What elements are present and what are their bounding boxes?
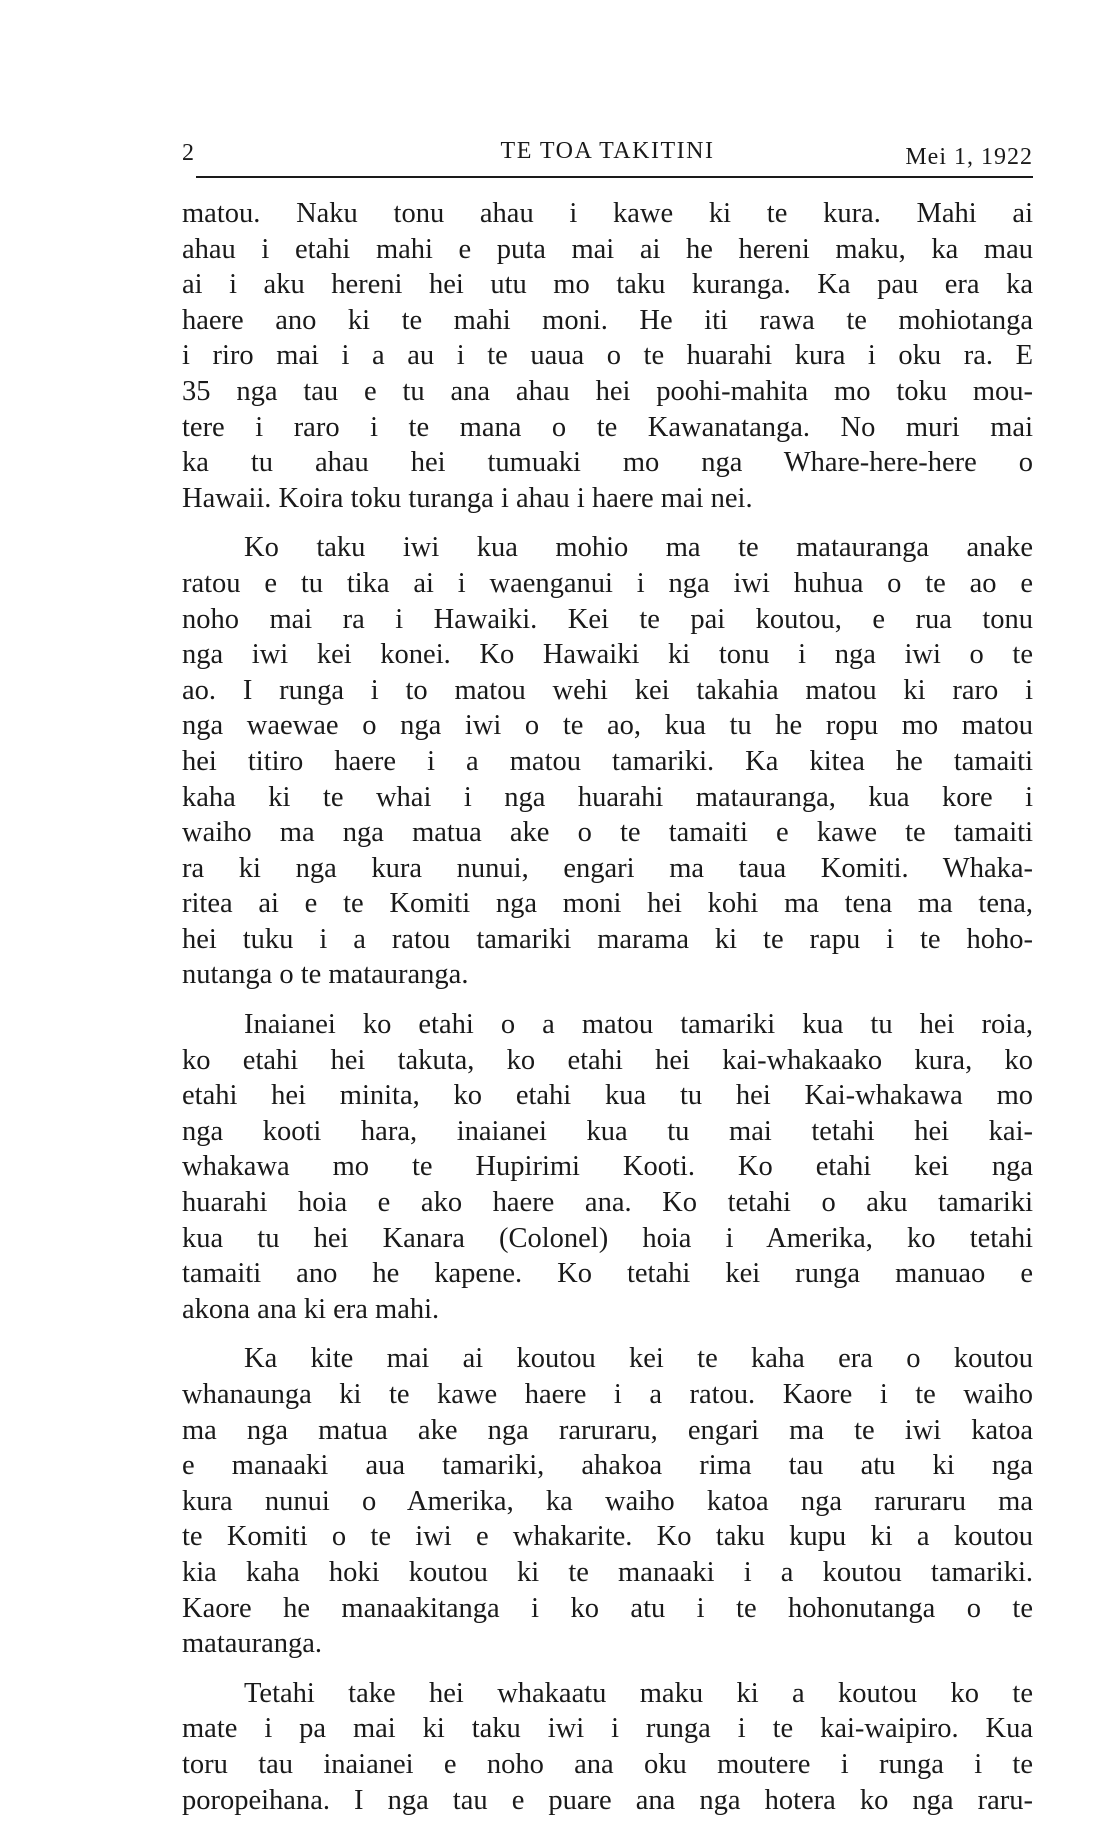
text-line: haere ano ki te mahi moni. He iti rawa te mohiotanga <box>182 304 1033 336</box>
text-line: ma nga matua ake nga raruraru, engari ma te iwi katoa <box>182 1414 1033 1446</box>
paragraph <box>182 1007 1033 1327</box>
text-line: Inaianei ko etahi o a matou tamariki kua tu hei roia, <box>244 1009 1033 1041</box>
text-line: ratou e tu tika ai i waenganui i nga iwi huhua o te ao e <box>182 567 1033 599</box>
paragraph <box>182 1676 1033 1818</box>
publication-title: TE TOA TAKITINI <box>500 138 715 164</box>
text-line: kia kaha hoki koutou ki te manaaki i a koutou tamariki. <box>182 1556 1033 1588</box>
text-line: nutanga o te matauranga. <box>182 959 469 991</box>
text-line: noho mai ra i Hawaiki. Kei te pai koutou, e rua tonu <box>182 603 1033 635</box>
text-line: hei tuku i a ratou tamariki marama ki te rapu i te hoho- <box>182 923 1033 955</box>
text-line: tamaiti ano he kapene. Ko tetahi kei runga manuao e <box>182 1258 1033 1290</box>
text-line: ritea ai e te Komiti nga moni hei kohi ma tena ma tena, <box>182 888 1033 920</box>
text-line: Ko taku iwi kua mohio ma te matauranga anake <box>244 532 1033 564</box>
text-line: matauranga. <box>182 1628 323 1660</box>
text-line: whanaunga ki te kawe haere i a ratou. Kaore i te waiho <box>182 1379 1033 1410</box>
text-line: mate i pa mai ki taku iwi i runga i te kai-waipiro. Kua <box>182 1713 1033 1745</box>
text-line: etahi hei minita, ko etahi kua tu hei Kai-whakawa mo <box>182 1080 1033 1112</box>
text-line: kaha ki te whai i nga huarahi matauranga, kua kore i <box>182 781 1033 813</box>
text-line: poropeihana. I nga tau e puare ana nga hotera ko nga raru- <box>182 1784 1033 1816</box>
text-line: akona ana ki era mahi. <box>182 1293 440 1325</box>
page-header <box>182 138 1033 172</box>
paragraph <box>182 196 1033 516</box>
text-line: ko etahi hei takuta, ko etahi hei kai-whakaako kura, ko <box>182 1044 1033 1076</box>
text-line: kura nunui o Amerika, ka waiho katoa nga raruraru ma <box>182 1485 1033 1517</box>
text-line: nga iwi kei konei. Ko Hawaiki ki tonu i nga iwi o te <box>182 639 1033 671</box>
text-line: i riro mai i a au i te uaua o te huarahi kura i oku ra. E <box>182 340 1033 372</box>
text-line: Tetahi take hei whakaatu maku ki a koutou ko te <box>244 1677 1033 1709</box>
header-rule <box>196 176 1033 178</box>
text-line: Kaore he manaakitanga i ko atu i te hohonutanga o te <box>182 1592 1033 1624</box>
text-line: nga waewae o nga iwi o te ao, kua tu he ropu mo matou <box>182 710 1033 742</box>
article-body <box>182 196 1033 1832</box>
issue-date: Mei 1, 1922 <box>905 144 1033 170</box>
text-line: Ka kite mai ai koutou kei te kaha era o koutou <box>244 1343 1033 1375</box>
text-line: kua tu hei Kanara (Colonel) hoia i Amerika, ko tetahi <box>182 1222 1033 1254</box>
text-line: ra ki nga kura nunui, engari ma taua Komiti. Whaka- <box>182 852 1033 884</box>
text-line: e manaaki aua tamariki, ahakoa rima tau atu ki nga <box>182 1450 1033 1482</box>
text-line: tere i raro i te mana o te Kawanatanga. No muri mai <box>182 411 1033 443</box>
text-line: nga kooti hara, inaianei kua tu mai tetahi hei kai- <box>182 1115 1033 1147</box>
text-line: 35 nga tau e tu ana ahau hei poohi-mahita mo toku mou- <box>182 375 1033 407</box>
paragraph <box>182 530 1033 993</box>
paragraph <box>182 1341 1033 1661</box>
text-line: matou. Naku tonu ahau i kawe ki te kura. Mahi ai <box>182 198 1033 229</box>
text-line: hei titiro haere i a matou tamariki. Ka kitea he tamaiti <box>182 745 1033 777</box>
text-line: whakawa mo te Hupirimi Kooti. Ko etahi kei nga <box>182 1151 1033 1183</box>
text-line: ai i aku hereni hei utu mo taku kuranga. Ka pau era ka <box>182 269 1033 301</box>
text-line: ahau i etahi mahi e puta mai ai he hereni maku, ka mau <box>182 233 1033 265</box>
text-line: toru tau inaianei e noho ana oku moutere i runga i te <box>182 1748 1033 1780</box>
text-line: te Komiti o te iwi e whakarite. Ko taku kupu ki a koutou <box>182 1521 1033 1553</box>
text-line: waiho ma nga matua ake o te tamaiti e kawe te tamaiti <box>182 817 1033 849</box>
text-line: Hawaii. Koira toku turanga i ahau i haere mai nei. <box>182 482 753 514</box>
text-line: ao. I runga i to matou wehi kei takahia matou ki raro i <box>182 674 1033 706</box>
page-number: 2 <box>182 140 195 166</box>
text-line: huarahi hoia e ako haere ana. Ko tetahi o aku tamariki <box>182 1187 1033 1219</box>
text-line: ka tu ahau hei tumuaki mo nga Whare-here-here o <box>182 447 1033 479</box>
